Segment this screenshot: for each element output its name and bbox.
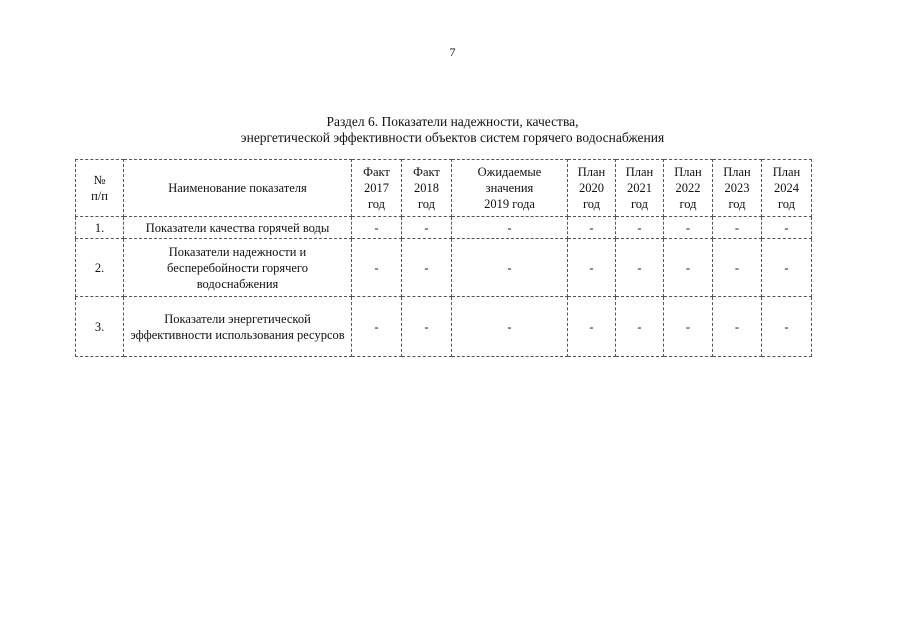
- value-cell: -: [713, 217, 762, 239]
- header-plan-2023: План 2023 год: [713, 160, 762, 217]
- value-cell: -: [664, 217, 713, 239]
- header-expected-2019: Ожидаемые значения 2019 года: [452, 160, 568, 217]
- row-indicator-name: Показатели надежности и бесперебойности горячего водоснабжения: [124, 239, 352, 297]
- value-cell: -: [664, 297, 713, 357]
- section-title: [0, 114, 905, 146]
- value-cell: -: [402, 297, 452, 357]
- value-cell: -: [762, 239, 812, 297]
- header-number: № п/п: [76, 160, 124, 217]
- value-cell: -: [452, 297, 568, 357]
- value-cell: -: [568, 239, 616, 297]
- value-cell: -: [713, 239, 762, 297]
- value-cell: -: [762, 297, 812, 357]
- value-cell: -: [762, 217, 812, 239]
- value-cell: -: [664, 239, 713, 297]
- row-number: 3.: [76, 297, 124, 357]
- row-indicator-name: Показатели энергетической эффективности использования ресурсов: [124, 297, 352, 357]
- section-title-line-2: энергетической эффективности объектов систем горячего водоснабжения: [240, 130, 665, 145]
- header-fact-2018: Факт 2018 год: [402, 160, 452, 217]
- section-title-line-1: Раздел 6. Показатели надежности, качества,: [326, 114, 579, 129]
- header-fact-2017: Факт 2017 год: [352, 160, 402, 217]
- value-cell: -: [452, 239, 568, 297]
- header-plan-2024: План 2024 год: [762, 160, 812, 217]
- value-cell: -: [616, 217, 664, 239]
- value-cell: -: [402, 217, 452, 239]
- page-number: 7: [449, 45, 456, 59]
- value-cell: -: [402, 239, 452, 297]
- value-cell: -: [568, 297, 616, 357]
- value-cell: -: [352, 297, 402, 357]
- value-cell: -: [452, 217, 568, 239]
- row-indicator-name: Показатели качества горячей воды: [124, 217, 352, 239]
- header-plan-2022: План 2022 год: [664, 160, 713, 217]
- header-indicator-name: Наименование показателя: [124, 160, 352, 217]
- value-cell: -: [352, 217, 402, 239]
- indicators-table: [75, 159, 812, 357]
- value-cell: -: [568, 217, 616, 239]
- table-row: [76, 297, 812, 357]
- table-row: [76, 217, 812, 239]
- value-cell: -: [616, 297, 664, 357]
- table-header-row: [76, 160, 812, 217]
- header-plan-2021: План 2021 год: [616, 160, 664, 217]
- value-cell: -: [352, 239, 402, 297]
- row-number: 1.: [76, 217, 124, 239]
- row-number: 2.: [76, 239, 124, 297]
- value-cell: -: [713, 297, 762, 357]
- table-row: [76, 239, 812, 297]
- value-cell: -: [616, 239, 664, 297]
- header-plan-2020: План 2020 год: [568, 160, 616, 217]
